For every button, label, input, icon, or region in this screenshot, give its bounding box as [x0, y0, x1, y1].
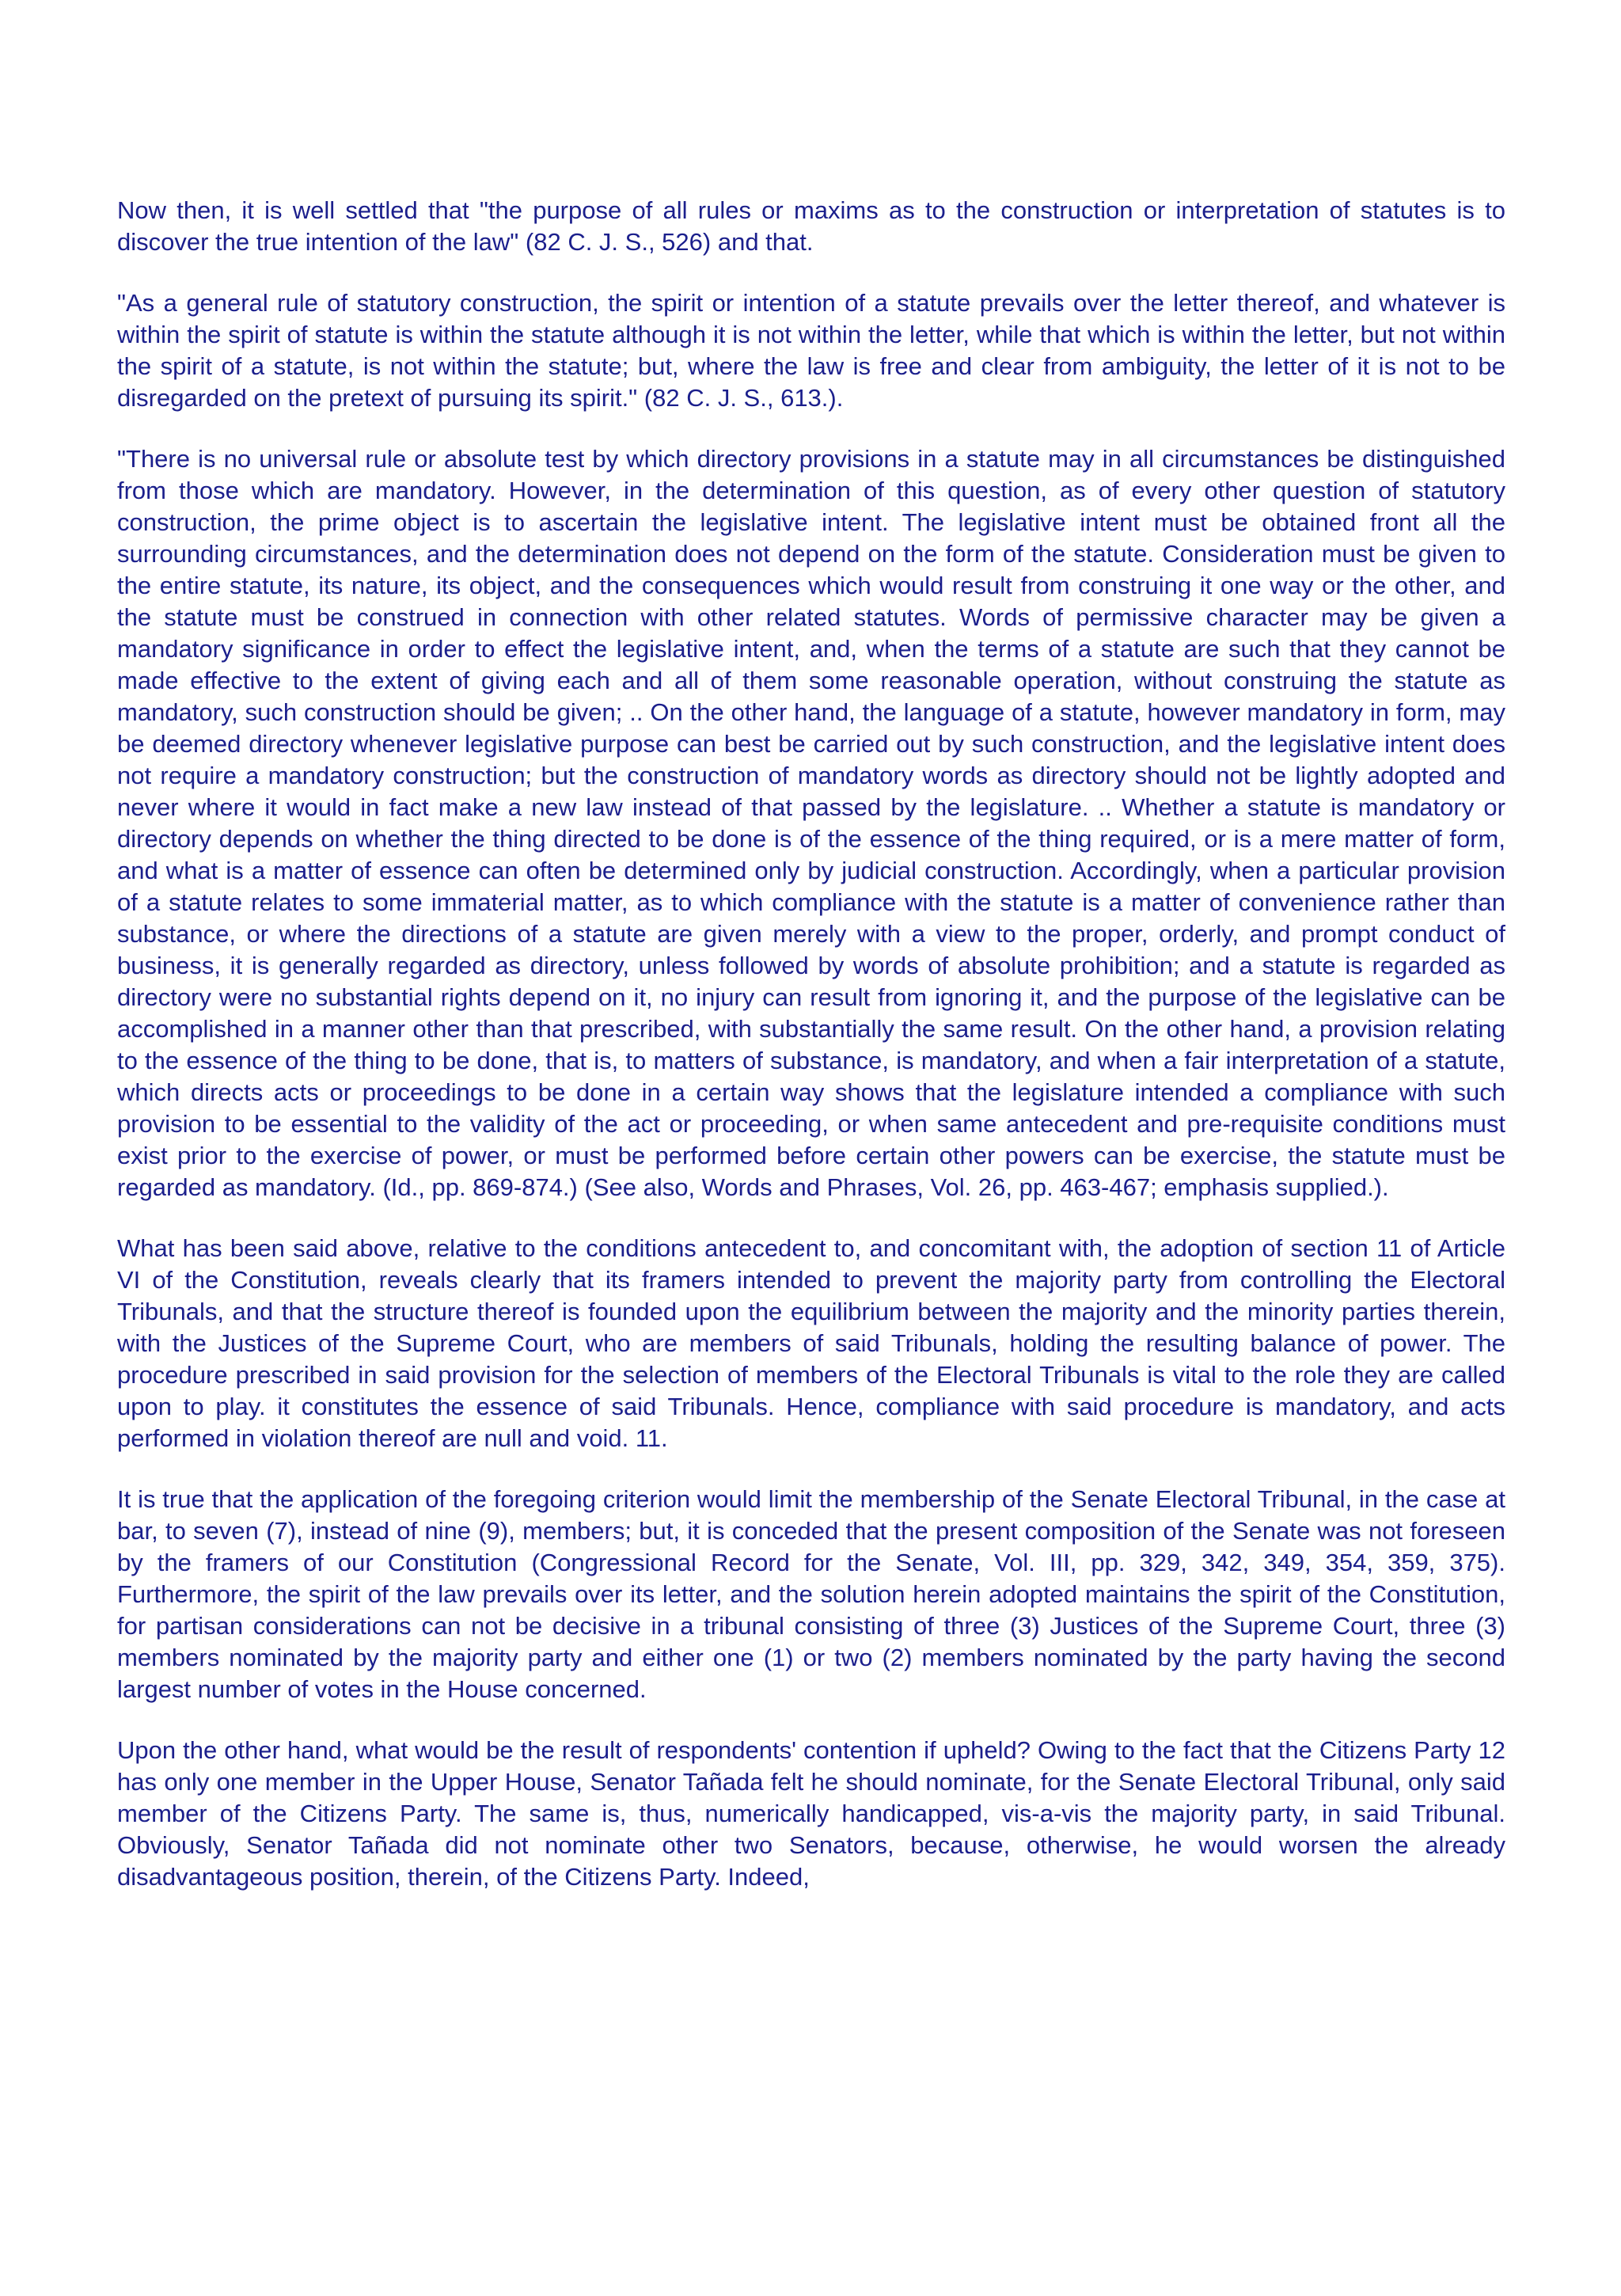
paragraph: Upon the other hand, what would be the result of respondents' contention if upheld? Owing to the fact that the Citizens Party 12 has only one member in the Upper House, Senator Tañada felt he should nominate, for the Senate Electoral Tribunal, only said member of the Citizens Party. The same is, thus, numerically handicapped, vis-a-vis the majority party, in said Tribunal. Obviously, Senator Tañada did not nominate other two Senators, because, otherwise, he would worsen the already disadvantageous position, therein, of the Citizens Party. Indeed, — [117, 1736, 1505, 1891]
document-body — [117, 195, 1505, 1922]
quoted-paragraph: "As a general rule of statutory construction, the spirit or intention of a statute prevails over the letter thereof, and whatever is within the spirit of statute is within the statute although it is not within the letter, while that which is within the letter, but not within the spirit of a statute, is not within the statute; but, where the law is free and clear from ambiguity, the letter of it is not to be disregarded on the pretext of pursuing its spirit." (82 C. J. S., 613.). — [117, 289, 1505, 412]
quoted-paragraph: "There is no universal rule or absolute test by which directory provisions in a statute may in all circumstances be distinguished from those which are mandatory. However, in the determination of this question, as of every other question of statutory construction, the prime object is to ascertain the legislative intent. The legislative intent must be obtained front all the surrounding circumstances, and the determination does not depend on the form of the statute. Consideration must be given to the entire statute, its nature, its object, and the consequences which would result from construing it one way or the other, and the statute must be construed in connection with other related statutes. Words of permissive character may be given a mandatory significance in order to effect the legislative intent, and, when the terms of a statute are such that they cannot be made effective to the extent of giving each and all of them some reasonable operation, without construing the statute as mandatory, such construction should be given; .. On the other hand, the language of a statute, however mandatory in form, may be deemed directory whenever legislative purpose can best be carried out by such construction, and the legislative intent does not require a mandatory construction; but the construction of mandatory words as directory should not be lightly adopted and never where it would in fact make a new law instead of that passed by the legislature. .. Whether a statute is mandatory or directory depends on whether the thing directed to be done is of the essence of the thing required, or is a mere matter of form, and what is a matter of essence can often be determined only by judicial construction. Accordingly, when a particular provision of a statute relates to some immaterial matter, as to which compliance with the statute is a matter of convenience rather than substance, or where the directions of a statute are given merely with a view to the proper, orderly, and prompt conduct of business, it is generally regarded as directory, unless followed by words of absolute prohibition; and a statute is regarded as directory were no substantial rights depend on it, no injury can result from ignoring it, and the purpose of the legislative can be accomplished in a manner other than that prescribed, with substantially the same result. On the other hand, a provision relating to the essence of the thing to be done, that is, to matters of substance, is mandatory, and when a fair interpretation of a statute, which directs acts or proceedings to be done in a certain way shows that the legislature intended a compliance with such provision to be essential to the validity of the act or proceeding, or when same antecedent and pre-requisite conditions must exist prior to the exercise of power, or must be performed before certain other powers can be exercise, the statute must be regarded as mandatory. (Id., pp. 869-874.) (See also, Words and Phrases, Vol. 26, pp. 463-467; emphasis supplied.). — [117, 445, 1505, 1201]
paragraph: Now then, it is well settled that "the purpose of all rules or maxims as to the construction or interpretation of statutes is to discover the true intention of the law" (82 C. J. S., 526) and that. — [117, 196, 1505, 256]
paragraph: It is true that the application of the foregoing criterion would limit the membership of the Senate Electoral Tribunal, in the case at bar, to seven (7), instead of nine (9), members; but, it is conceded that the present composition of the Senate was not foreseen by the framers of our Constitution (Congressional Record for the Senate, Vol. III, pp. 329, 342, 349, 354, 359, 375). Furthermore, the spirit of the law prevails over its letter, and the solution herein adopted maintains the spirit of the Constitution, for partisan considerations can not be decisive in a tribunal consisting of three (3) Justices of the Supreme Court, three (3) members nominated by the majority party and either one (1) or two (2) members nominated by the party having the second largest number of votes in the House concerned. — [117, 1485, 1505, 1703]
paragraph: What has been said above, relative to the conditions antecedent to, and concomitant with, the adoption of section 11 of Article VI of the Constitution, reveals clearly that its framers intended to prevent the majority party from controlling the Electoral Tribunals, and that the structure thereof is founded upon the equilibrium between the majority and the minority parties therein, with the Justices of the Supreme Court, who are members of said Tribunals, holding the resulting balance of power. The procedure prescribed in said provision for the selection of members of the Electoral Tribunals is vital to the role they are called upon to play. it constitutes the essence of said Tribunals. Hence, compliance with said procedure is mandatory, and acts performed in violation thereof are null and void. 11. — [117, 1234, 1505, 1452]
